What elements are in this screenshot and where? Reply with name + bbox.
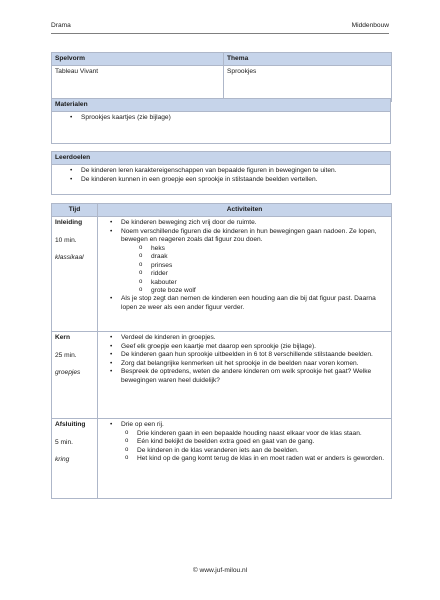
list-item: o ridder	[151, 270, 388, 278]
leerdoelen-list	[66, 167, 387, 184]
kern-duration: 25 min.	[55, 351, 77, 359]
list-item: o draak	[151, 253, 388, 261]
spelvorm-thema-table	[51, 52, 392, 102]
footer-copyright: © www.juf-milou.nl	[192, 567, 248, 574]
tijd-heading: Tijd	[52, 204, 98, 217]
kern-list	[106, 334, 388, 385]
inleiding-title: Inleiding	[55, 219, 83, 227]
afsluiting-sublist	[121, 430, 388, 464]
list-item: • Noem verschillende figuren die de kinderen in hun bewegingen gaan nadoen. Ze lopen, bewegen en reageren zoals dat figuur zou doen. o heks o draak o prinses o ridder o kabouter o grote boze wolf	[121, 228, 388, 296]
list-item: o Eén kind bekijkt de beelden extra goed en gaat van de gang.	[137, 438, 388, 446]
figures-list	[121, 245, 388, 296]
list-item: • De kinderen kunnen in een groepje een sprookje in stilstaande beelden vertellen.	[81, 176, 387, 184]
list-item: o grote boze wolf	[151, 287, 388, 295]
list-item: o prinses	[151, 262, 388, 270]
leerdoelen-heading: Leerdoelen	[52, 152, 391, 165]
list-item: • Geef elk groepje een kaartje met daarop een sprookje (zie bijlage).	[121, 343, 388, 351]
list-item: o De kinderen in de klas veranderen iets aan de beelden.	[137, 447, 388, 455]
afsluiting-time-cell	[52, 419, 98, 499]
list-item: • Als je stop zegt dan nemen de kinderen een houding aan die bij dat figuur past. Daarna lopen ze weer als een ander figuur verder.	[121, 295, 388, 312]
inleiding-duration: 10 min.	[55, 236, 77, 244]
page-header	[51, 22, 389, 32]
list-item: • De kinderen beweging zich vrij door de ruimte.	[121, 219, 388, 227]
list-item: o kabouter	[151, 279, 388, 287]
list-item: • Bespreek de optredens, weten de andere kinderen om welk sprookje het gaat? Welke bewegingen waren heel duidelijk?	[121, 368, 388, 385]
list-item: o heks	[151, 245, 388, 253]
leerdoelen-table	[51, 151, 391, 195]
thema-heading: Thema	[224, 53, 392, 66]
afsluiting-list	[106, 421, 388, 463]
materialen-list	[66, 114, 387, 122]
activiteiten-table	[51, 203, 392, 499]
materialen-table	[51, 98, 391, 144]
spelvorm-value: Tableau Vivant	[52, 66, 224, 102]
group-level-label: Middenbouw	[351, 22, 389, 29]
list-item: o Het kind op de gang komt terug de klas in en moet raden wat er anders is geworden.	[137, 455, 388, 463]
afsluiting-title: Afsluiting	[55, 421, 86, 429]
list-item: • Drie op een rij. o Drie kinderen gaan in een bepaalde houding naast elkaar voor de klas staan. o Eén kind bekijkt de beelden extra goed en gaat van de gang. o De kinderen in de klas veranderen iets aan de beelden. o Het kind op de gang komt terug de klas in en moet raden wat er anders is geworden.	[121, 421, 388, 463]
list-item: • Verdeel de kinderen in groepjes.	[121, 334, 388, 342]
list-item: • De kinderen leren karaktereigenschappen van bepaalde figuren in bewegingen te uiten.	[81, 167, 387, 175]
afsluiting-duration: 5 min.	[55, 438, 73, 446]
inleiding-form: klassikaal	[55, 254, 84, 262]
header-divider	[51, 33, 389, 34]
list-item: • Sprookjes kaartjes (zie bijlage)	[81, 114, 387, 122]
activiteiten-heading: Activiteiten	[98, 204, 392, 217]
kern-time-cell	[52, 332, 98, 419]
spelvorm-heading: Spelvorm	[52, 53, 224, 66]
subject-label: Drama	[51, 22, 71, 29]
materialen-heading: Materialen	[52, 99, 391, 112]
list-item: • De kinderen gaan hun sprookje uitbeelden in 6 tot 8 verschillende stilstaande beelden.	[121, 351, 388, 359]
list-item: o Drie kinderen gaan in een bepaalde houding naast elkaar voor de klas staan.	[137, 430, 388, 438]
thema-value: Sprookjes	[224, 66, 392, 102]
kern-form: groepjes	[55, 369, 81, 377]
inleiding-list	[106, 219, 388, 312]
afsluiting-form: kring	[55, 456, 70, 464]
list-item: • Zorg dat belangrijke kenmerken uit het sprookje in de beelden naar voren komen.	[121, 360, 388, 368]
kern-title: Kern	[55, 334, 71, 342]
inleiding-time-cell	[52, 217, 98, 332]
